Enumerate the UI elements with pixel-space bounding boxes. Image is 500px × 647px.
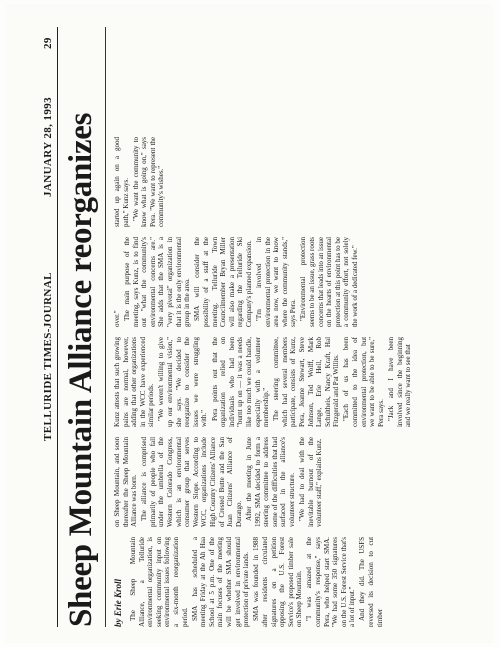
article-paragraph: The alliance is comprised primarily of people who fall under the umbrella of the Western Colorado Congress, which is an environmental consumer group that serves Western Slope. According to WCC, organizations include High Country Citizens' Alliance of Crested Butte and the San Juan Citizens' Alliance of Durango.	[140, 437, 243, 527]
article-paragraph: "Each of us has been committed to the idea of environmental protection, but we want to be able to be sure," Pera says.	[342, 337, 385, 427]
article-paragraph: started up again on a good path," Kunz says.	[113, 137, 130, 227]
issue-date: JANUARY 28, 1993	[42, 96, 54, 197]
article-paragraph: "I'm involved in environmental protection in the area now, we want to know where the community stands," says Pera.	[255, 237, 298, 327]
article-paragraph: "We want the community to know what is going on," says Pera. "We want to represent the community's wishes."	[131, 137, 166, 227]
article-column-3	[113, 337, 467, 427]
article-paragraph: Kunz attests that such growing pains are normal, however, adding that other organizations in the WCC have experienced similar periods.	[113, 337, 156, 427]
article-column-4	[113, 237, 467, 327]
running-head	[41, 27, 58, 627]
page-number: 29	[42, 37, 54, 49]
article-paragraph: "We weren't willing to give up our environmental vision," she says. "We decided to reorganize to consider the issues we were struggling with."	[157, 337, 209, 427]
rotated-article	[41, 27, 471, 627]
article-paragraph: The steering committee, which had several members participate, consists of Kunz, Pera, Jeanne Stewart, Steve Johnson, Ted Wolff, Mark Lange, Erie Heil, Rob Schultheis, Nancy Kraft, Hal Fitzgerald and Pat Willits.	[272, 337, 341, 427]
article-paragraph: on Sheep Mountain, and soon thereafter the Sheep Mountain Alliance was born.	[113, 437, 139, 527]
article-paragraph: SMA has scheduled a meeting Friday at the Ah Haa School at 5 p.m. One of the main focuses of the meeting will be whether SMA should get involved in environmental protection of private lands.	[190, 537, 251, 627]
article-paragraph: "I was amazed at the community's response," says Pera, who helped start SMA. "We had some 350 signatures on the U.S. Forest Service that's a lot of input."	[305, 537, 357, 627]
article-headline: Sheep Mountain Alliance reorganizes	[63, 112, 99, 627]
newspaper-name: TELLURIDE TIMES-JOURNAL	[42, 272, 54, 441]
article-paragraph: "We had to deal with the inevitable burnout of the volunteer staff," explains Kunz.	[297, 437, 324, 527]
article-column-2	[113, 437, 467, 527]
article-paragraph: And they did. The USFS reversed its decision to cut timber	[358, 537, 384, 627]
article-column-1	[129, 537, 467, 627]
article-paragraph: The main purpose of the meeting, says Kunz, is to find out "what the community's environmental concerns are." She adds that the SMA is a "very pivotal" organization in that it is the only environmental group in the area.	[123, 237, 192, 327]
article-column-5	[113, 137, 467, 227]
article-paragraph: "Jack and I have been involved since the beginning and we really want to see that	[386, 337, 413, 427]
headline-rule	[105, 27, 106, 627]
article-paragraph: SMA was founded in 1988 after residents circulated signatures on a petition opposing the U.S. Forest Service's proposed timber sale on Sheep Mountain.	[252, 537, 304, 627]
newspaper-sheet	[6, 4, 494, 643]
byline: by Erie Kroll	[113, 578, 123, 627]
article-paragraph: After the meeting in June 1992, SMA decided to form a steering committee to address some of the difficulties that had surfaced in the alliance's volunteer structure.	[244, 437, 296, 527]
article-paragraph: SMA will consider the possibility of a staff at the meeting. Telluride Town Councilmember Bryan Miller will also make a presentation regarding the Telluride Ski Company's planned expansion.	[193, 237, 253, 327]
article-paragraph: The Sheep Mountain Alliance, a Telluride environmental organization, is seeking community input on environmental issues following a six-month reorganization period.	[129, 537, 189, 627]
article-paragraph: over."	[113, 310, 121, 327]
article-paragraph: Pera points out that the organization relied on individuals who had been "burnt up on — it was a needs like too much we could handle, especially with a volunteer membership."	[210, 337, 271, 427]
article-paragraph: "Environmental protection seems to be an issue, grass roots concerns that leads into an issue on the hearts of environmental protection at this point has to be a community effort, not solely the work of a dedicated few."	[299, 237, 360, 327]
